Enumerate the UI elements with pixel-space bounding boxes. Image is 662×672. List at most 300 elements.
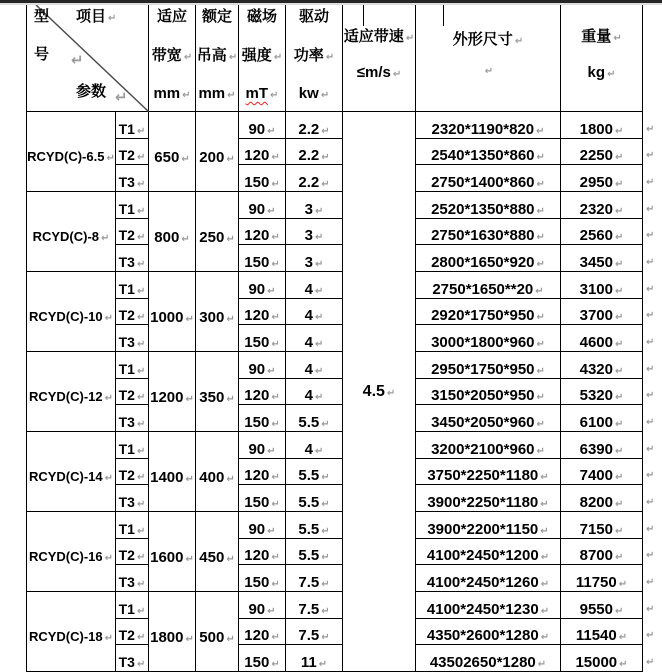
linebreak-mark: ↵ [614,365,624,377]
drive-power-cell-value: 11 [300,653,317,671]
linebreak-mark: ↵ [267,285,276,297]
linebreak-mark: ↵ [405,32,415,44]
linebreak-mark: ↵ [106,152,115,164]
drive-power-cell-value: 5.5 [298,467,320,485]
linebreak-mark: ↵ [614,285,624,297]
drive-power-cell [286,539,343,566]
variant-cell-value: T1 [118,280,135,297]
dimensions-cell [416,592,561,619]
belt-speed-cell [343,112,416,672]
variant-cell [116,379,149,406]
linebreak-mark: ↵ [535,285,544,297]
row-end-mark: ↵ [646,657,655,668]
magnetic-strength-cell-value: 120 [244,307,270,325]
linebreak-mark: ↵ [101,232,110,244]
weight-cell-value: 3100 [579,280,613,298]
bandwidth-cell [149,512,196,592]
linebreak-mark: ↵ [185,473,194,485]
variant-cell [116,192,149,219]
linebreak-mark: ↵ [540,605,550,617]
bandwidth-cell-value: 1800 [150,628,184,646]
linebreak-mark: ↵ [108,13,117,24]
weight-cell-value: 7400 [579,467,613,485]
linebreak-mark: ↵ [536,205,545,217]
magnetic-strength-cell [239,352,286,379]
linebreak-mark: ↵ [136,152,146,164]
weight-cell-value: 6100 [579,413,613,431]
drive-power-cell-value: 4 [304,280,313,298]
linebreak-mark: ↵ [314,258,324,270]
linebreak-mark: ↵ [271,552,280,564]
linebreak-mark: ↵ [314,285,324,297]
linebreak-mark: ↵ [71,52,84,69]
diagonal-header-cell [27,5,149,112]
header-magnetic-line1: 磁场 [246,8,277,25]
drive-power-cell-value: 4 [304,307,313,325]
belt-speed-value: 4.5 ↵ [362,382,396,400]
weight-cell [561,165,643,192]
weight-cell-value: 8700 [579,547,613,565]
variant-cell-value: T1 [118,520,135,537]
magnetic-strength-cell [239,112,286,139]
weight-cell [561,459,643,486]
header-item-label: 项目 ↵ [76,8,117,25]
bandwidth-cell-value: 1600 [150,548,184,566]
linebreak-mark: ↵ [614,338,624,350]
linebreak-mark: ↵ [314,392,324,404]
variant-cell [116,619,149,646]
model-cell [27,592,116,672]
weight-cell-value: 6390 [579,440,613,458]
variant-cell [116,112,149,139]
variant-cell-value: T2 [118,387,135,404]
drive-power-cell-value: 2.2 [298,120,320,138]
weight-cell [561,539,643,566]
weight-cell [561,405,643,432]
linebreak-mark: ↵ [618,632,628,644]
dimensions-cell-value: 3000*1800*960 [431,333,535,351]
model-cell-value: RCYD(C)-16 [28,548,103,564]
linebreak-mark: ↵ [321,605,330,617]
linebreak-mark: ↵ [136,578,146,590]
dimensions-cell-value: 4100*2450*1200 [426,547,539,565]
linebreak-mark: ↵ [136,232,146,244]
dimensions-cell-value: 4100*2450*1260 [426,573,539,591]
drive-power-cell-value: 5.5 [298,493,320,511]
linebreak-mark: ↵ [614,605,624,617]
lift-height-cell [196,512,239,592]
variant-cell-value: T3 [118,173,135,190]
dimensions-cell-value: 2750*1400*860 [431,173,535,191]
drive-power-cell [286,619,343,646]
lift-height-cell [196,272,239,352]
linebreak-mark: ↵ [540,632,550,644]
model-cell [27,352,116,432]
magnetic-strength-cell-value: 150 [244,253,270,271]
variant-cell-value: T2 [118,307,135,324]
linebreak-mark: ↵ [619,658,628,670]
weight-cell-value: 11750 [575,573,617,591]
linebreak-mark: ↵ [267,525,276,537]
weight-cell-value: 1800 [579,120,613,138]
model-cell-value: RCYD(C)-18 [28,628,103,644]
linebreak-mark: ↵ [614,392,624,404]
row-end-mark: ↵ [646,310,655,322]
weight-cell [561,432,643,459]
linebreak-mark: ↵ [185,313,194,325]
linebreak-mark: ↵ [226,553,235,565]
linebreak-mark: ↵ [514,36,524,47]
dimensions-cell [416,539,561,566]
drive-power-cell-value: 5.5 [298,413,320,431]
linebreak-mark: ↵ [182,90,191,101]
linebreak-mark: ↵ [321,632,330,644]
weight-cell [561,325,643,352]
magnetic-strength-cell [239,272,286,299]
drive-power-cell [286,592,343,619]
dimensions-cell-value: 3200*2100*960 [431,440,535,458]
dimensions-cell-value: 2750*1630*880 [431,227,535,245]
linebreak-mark: ↵ [136,258,146,270]
model-cell [27,432,116,512]
dimensions-cell-value: 3450*2050*960 [431,413,535,431]
drive-power-cell [286,352,343,379]
variant-cell-value: T3 [118,493,135,510]
weight-cell-value: 2950 [579,173,613,191]
dimensions-cell [416,325,561,352]
linebreak-mark: ↵ [267,445,276,457]
variant-cell [116,245,149,272]
linebreak-mark: ↵ [536,418,545,430]
linebreak-mark: ↵ [271,312,280,324]
linebreak-mark: ↵ [540,552,550,564]
dimensions-cell-value: 4100*2450*1230 [426,600,539,618]
lift-height-cell [196,592,239,672]
linebreak-mark: ↵ [321,472,330,484]
drive-power-cell-value: 4 [304,440,313,458]
dimensions-cell-value: 3750*2250*1180 [427,467,539,485]
weight-cell-value: 7150 [579,520,613,538]
variant-cell [116,139,149,166]
linebreak-mark: ↵ [271,178,280,190]
linebreak-mark: ↵ [104,552,114,564]
header-magnetic-line2: 强度 ↵ [241,46,283,64]
linebreak-mark: ↵ [226,233,235,245]
drive-power-cell-value: 2.2 [298,173,320,191]
linebreak-mark: ↵ [321,125,330,137]
variant-cell-value: T1 [118,440,135,457]
linebreak-mark: ↵ [226,313,235,325]
dimensions-cell [416,459,561,486]
header-type-char: 型 [34,8,50,25]
linebreak-mark: ↵ [614,312,624,324]
linebreak-mark: ↵ [271,392,280,404]
dimensions-cell-value: 3150*2050*950 [431,387,535,405]
weight-cell [561,485,643,512]
lift-height-cell [196,192,239,272]
linebreak-mark: ↵ [536,365,545,377]
variant-cell-value: T2 [118,467,135,484]
variant-cell-value: T2 [118,547,135,564]
weight-cell-value: 2250 [579,147,613,165]
linebreak-mark: ↵ [136,445,146,457]
linebreak-mark: ↵ [540,472,549,484]
linebreak-mark: ↵ [314,205,324,217]
drive-power-cell [286,512,343,539]
dimensions-cell [416,245,561,272]
magnetic-strength-cell [239,512,286,539]
linebreak-mark: ↵ [136,658,146,670]
header-bandwidth-unit: mm ↵ [153,85,191,102]
linebreak-mark: ↵ [321,152,330,164]
dimensions-cell [416,219,561,246]
bandwidth-cell-value: 1000 [150,308,184,326]
row-end-mark: ↵ [646,177,655,188]
spec-table [26,5,643,672]
row-end-mark: ↵ [646,150,655,162]
magnetic-strength-cell [239,539,286,566]
lift-height-cell [196,352,239,432]
magnetic-strength-cell [239,245,286,272]
magnetic-strength-cell-value: 120 [244,467,270,485]
linebreak-mark: ↵ [271,258,280,270]
drive-power-cell [286,432,343,459]
weight-cell-value: 2560 [579,227,613,245]
magnetic-strength-cell [239,645,286,672]
row-end-mark: ↵ [646,577,655,588]
linebreak-mark: ↵ [536,178,545,190]
drive-power-cell [286,219,343,246]
drive-power-cell [286,379,343,406]
variant-cell [116,512,149,539]
linebreak-mark: ↵ [321,178,330,190]
linebreak-mark: ↵ [321,525,330,537]
header-power-line2: 功率 ↵ [293,46,335,64]
magnetic-strength-cell [239,405,286,432]
bandwidth-cell-value: 650 [154,148,180,166]
magnetic-strength-cell [239,459,286,486]
header-number-char: 号 [34,46,50,63]
linebreak-mark: ↵ [136,205,146,217]
linebreak-mark: ↵ [614,472,624,484]
row-end-mark: ↵ [646,603,655,615]
linebreak-mark: ↵ [271,152,280,164]
dimensions-cell-value: 2750*1650**20 [432,280,534,298]
variant-cell-value: T2 [118,627,135,644]
linebreak-mark: ↵ [136,338,146,350]
linebreak-mark: ↵ [537,658,547,670]
linebreak-mark: ↵ [267,605,276,617]
variant-cell [116,565,149,592]
drive-power-cell [286,245,343,272]
magnetic-strength-cell-value: 90 [248,200,266,218]
variant-cell-value: T3 [118,413,135,430]
magnetic-strength-cell [239,299,286,326]
drive-power-cell-value: 5.5 [298,547,320,565]
row-end-mark: ↵ [646,470,655,482]
linebreak-mark: ↵ [484,66,494,77]
weight-cell [561,299,643,326]
model-cell-value: RCYD(C)-12 [28,388,103,404]
dimensions-cell-value: 3900*2200*1150 [427,520,539,538]
linebreak-mark: ↵ [618,578,628,590]
weight-cell [561,245,643,272]
row-end-mark: ↵ [646,283,655,295]
drive-power-cell [286,165,343,192]
linebreak-mark: ↵ [614,498,624,510]
dimensions-cell-value: 2950*1750*950 [431,360,535,378]
drive-power-cell-value: 3 [304,253,313,271]
model-cell [27,192,116,272]
linebreak-mark: ↵ [104,392,114,404]
lift-height-cell-value: 500 [199,628,225,646]
header-power-unit: kw ↵ [298,85,330,102]
drive-power-cell-value: 7.5 [298,600,320,618]
linebreak-mark: ↵ [271,632,280,644]
variant-cell-value: T3 [118,253,135,270]
magnetic-strength-cell-value: 120 [244,627,270,645]
weight-cell [561,512,643,539]
magnetic-strength-cell-value: 90 [248,520,266,538]
row-end-mark: ↵ [646,630,655,642]
dimensions-cell [416,565,561,592]
linebreak-mark: ↵ [614,418,624,430]
linebreak-mark: ↵ [226,393,235,405]
variant-cell [116,592,149,619]
variant-cell-value: T1 [118,360,135,377]
drive-power-cell [286,565,343,592]
linebreak-mark: ↵ [536,125,545,137]
dimensions-cell-value: 2520*1350*880 [431,200,535,218]
row-end-mark: ↵ [646,123,655,135]
weight-cell-value: 15000 [575,653,618,671]
linebreak-mark: ↵ [136,472,146,484]
linebreak-mark: ↵ [536,152,545,164]
magnetic-strength-cell-value: 90 [248,120,266,138]
linebreak-mark: ↵ [540,525,549,537]
row-end-mark: ↵ [646,230,655,242]
linebreak-mark: ↵ [536,312,545,324]
linebreak-mark: ↵ [136,312,146,324]
linebreak-mark: ↵ [228,51,238,63]
linebreak-mark: ↵ [267,125,276,137]
row-end-mark: ↵ [646,257,655,268]
magnetic-strength-cell [239,192,286,219]
magnetic-strength-cell-value: 120 [244,147,270,165]
variant-cell [116,352,149,379]
header-power [286,5,343,112]
magnetic-strength-cell-value: 120 [244,227,270,245]
drive-power-cell [286,485,343,512]
linebreak-mark: ↵ [267,365,276,377]
linebreak-mark: ↵ [185,633,194,645]
row-end-mark: ↵ [646,203,655,215]
bandwidth-cell-value: 1400 [150,468,184,486]
row-end-mark: ↵ [646,337,655,348]
variant-cell-value: T3 [118,573,135,590]
weight-cell-value: 4600 [579,333,613,351]
drive-power-cell [286,645,343,672]
linebreak-mark: ↵ [314,312,324,324]
linebreak-mark: ↵ [136,498,146,510]
header-lift [196,5,239,112]
linebreak-mark: ↵ [614,445,624,457]
linebreak-mark: ↵ [136,552,146,564]
header-dims-line2 [483,67,493,77]
linebreak-mark: ↵ [314,338,324,350]
drive-power-cell-value: 7.5 [298,627,320,645]
weight-cell [561,619,643,646]
magnetic-strength-cell-value: 120 [244,547,270,565]
header-lift-line1: 额定 [201,8,232,25]
linebreak-mark: ↵ [226,633,235,645]
variant-cell [116,272,149,299]
model-cell-value: RCYD(C)-14 [28,468,103,484]
dimensions-cell-value: 2920*1750*950 [431,307,535,325]
weight-cell [561,379,643,406]
weight-cell-value: 8200 [579,493,613,511]
weight-cell [561,272,643,299]
lift-height-cell-value: 400 [199,468,225,486]
drive-power-cell [286,112,343,139]
weight-cell-value: 3450 [579,253,613,271]
magnetic-strength-cell [239,379,286,406]
drive-power-cell [286,139,343,166]
weight-cell [561,352,643,379]
model-cell [27,272,116,352]
linebreak-mark: ↵ [271,498,280,510]
dimensions-cell-value: 2800*1650*920 [431,253,535,271]
variant-cell [116,405,149,432]
linebreak-mark: ↵ [136,285,146,297]
drive-power-cell-value: 4 [304,387,313,405]
dimensions-cell-value: 4350*2600*1280 [426,627,539,645]
magnetic-strength-cell [239,432,286,459]
model-cell-value: RCYD(C)-8 [32,228,100,244]
linebreak-mark: ↵ [536,445,545,457]
dimensions-cell-value: 2540*1350*860 [431,147,535,165]
linebreak-mark: ↵ [314,365,324,377]
magnetic-strength-cell-value: 150 [244,173,270,191]
weight-cell-value: 5320 [579,387,613,405]
variant-cell-value: T1 [118,120,135,137]
drive-power-cell [286,405,343,432]
linebreak-mark: ↵ [536,232,545,244]
magnetic-strength-cell [239,592,286,619]
variant-cell [116,645,149,672]
drive-power-cell-value: 4 [304,333,313,351]
linebreak-mark: ↵ [185,553,194,565]
linebreak-mark: ↵ [614,552,624,564]
row-end-mark: ↵ [646,523,655,535]
weight-cell [561,192,643,219]
linebreak-mark: ↵ [181,233,190,245]
model-cell-value: RCYD(C)-6.5 [27,148,105,164]
linebreak-mark: ↵ [386,387,396,399]
drive-power-cell-value: 3 [304,200,313,218]
linebreak-mark: ↵ [271,232,280,244]
dimensions-cell [416,112,561,139]
weight-cell-value: 9550 [579,600,613,618]
linebreak-mark: ↵ [136,632,146,644]
header-dims-line1: 外形尺寸 ↵ [452,31,524,48]
magnetic-strength-cell-value: 150 [244,573,270,591]
linebreak-mark: ↵ [321,418,330,430]
drive-power-cell-value: 3 [304,227,313,245]
linebreak-mark: ↵ [314,445,324,457]
lift-height-cell [196,112,239,192]
magnetic-strength-cell-value: 150 [244,333,270,351]
